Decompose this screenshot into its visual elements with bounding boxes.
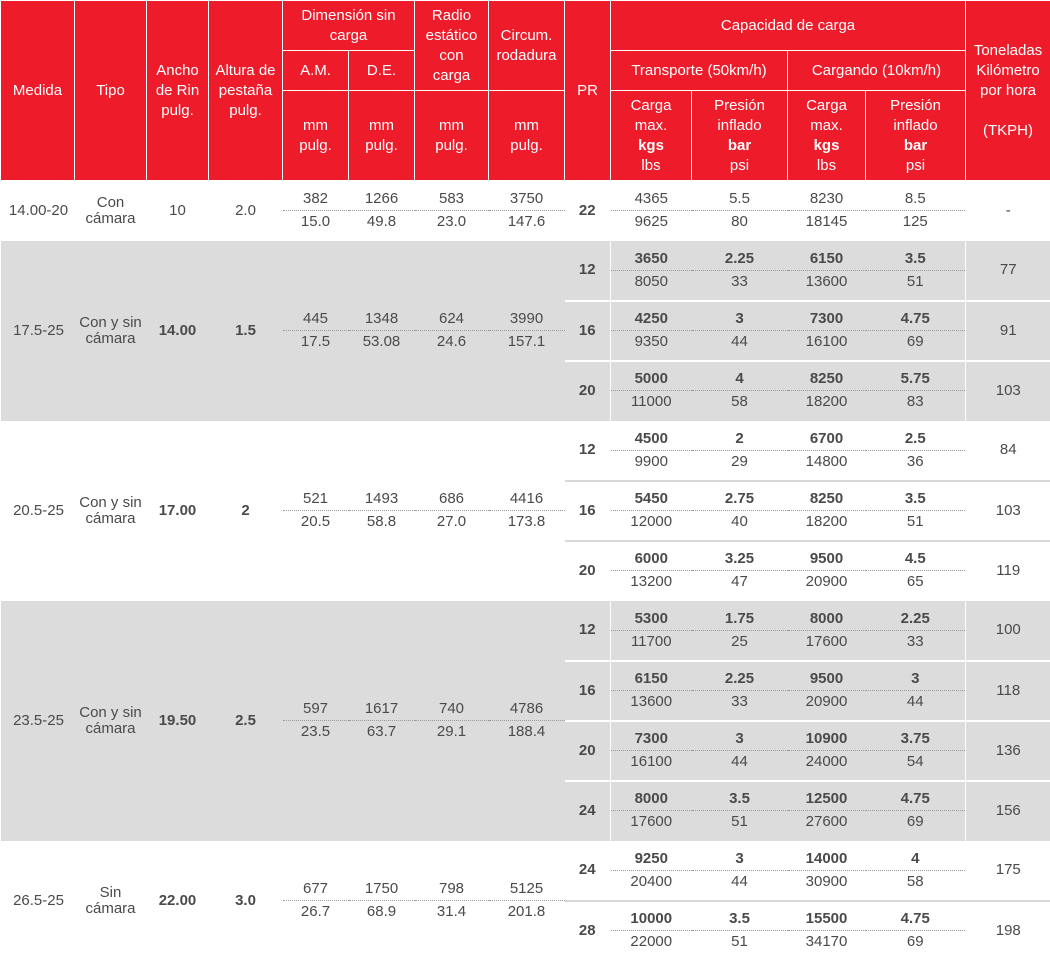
- cell-transporte-kgs: 4500: [611, 421, 692, 451]
- cell-transporte-kgs: 5000: [611, 361, 692, 391]
- cell-tkph: 77: [966, 241, 1050, 301]
- cell-transporte-bar: 3: [692, 301, 788, 331]
- cell-de-mm: 1348: [349, 301, 415, 331]
- cell-medida: 14.00-20: [1, 181, 75, 241]
- cell-radio-mm: 624: [415, 301, 489, 331]
- table-row: [1, 241, 1050, 271]
- cell-circ-in: 201.8: [489, 901, 565, 931]
- cell-transporte-kgs: 5300: [611, 601, 692, 631]
- cell-transporte-psi: 80: [692, 211, 788, 241]
- cell-radio-mm: 583: [415, 181, 489, 211]
- cell-tipo: Con cámara: [75, 181, 147, 241]
- cell-cargando-bar: 8.5: [866, 181, 966, 211]
- cell-transporte-kgs: 6150: [611, 661, 692, 691]
- header-de-units: mm pulg.: [349, 91, 415, 181]
- cell-cargando-lbs: 14800: [788, 451, 866, 481]
- cell-pr: 16: [565, 481, 611, 541]
- cell-tkph: 103: [966, 361, 1050, 421]
- header-radio-units: mm pulg.: [415, 91, 489, 181]
- cell-cargando-lbs: 27600: [788, 811, 866, 841]
- cell-ancho-rin: 22.00: [147, 841, 209, 961]
- cell-medida: 20.5-25: [1, 421, 75, 601]
- cell-transporte-bar: 2.25: [692, 241, 788, 271]
- cell-de-in: 53.08: [349, 331, 415, 361]
- cell-transporte-lbs: 22000: [611, 931, 692, 961]
- table-row: [1, 601, 1050, 631]
- cell-transporte-bar: 4: [692, 361, 788, 391]
- cell-cargando-psi: 58: [866, 871, 966, 901]
- cell-transporte-psi: 47: [692, 571, 788, 601]
- cell-cargando-kgs: 8250: [788, 361, 866, 391]
- cell-transporte-psi: 29: [692, 451, 788, 481]
- header-capacidad-carga: Capacidad de carga: [611, 1, 966, 51]
- cell-pr: 20: [565, 721, 611, 781]
- cell-de-mm: 1266: [349, 181, 415, 211]
- cell-transporte-kgs: 5450: [611, 481, 692, 511]
- cell-cargando-kgs: 8000: [788, 601, 866, 631]
- cell-tipo: Sin cámara: [75, 841, 147, 961]
- cell-transporte-kgs: 10000: [611, 901, 692, 931]
- cell-cargando-lbs: 13600: [788, 271, 866, 301]
- cell-cargando-lbs: 18200: [788, 511, 866, 541]
- cell-tkph: 91: [966, 301, 1050, 361]
- cell-de-mm: 1617: [349, 691, 415, 721]
- cell-transporte-psi: 40: [692, 511, 788, 541]
- cell-am-in: 23.5: [283, 721, 349, 751]
- cell-cargando-kgs: 7300: [788, 301, 866, 331]
- cell-transporte-bar: 2.75: [692, 481, 788, 511]
- cell-cargando-psi: 69: [866, 331, 966, 361]
- cell-transporte-bar: 3: [692, 841, 788, 871]
- cell-cargando-psi: 65: [866, 571, 966, 601]
- cell-tkph: 118: [966, 661, 1050, 721]
- cell-ancho-rin: 10: [147, 181, 209, 241]
- cell-pr: 12: [565, 421, 611, 481]
- cell-cargando-bar: 4: [866, 841, 966, 871]
- header-radio-estatico: Radio estático con carga: [415, 1, 489, 91]
- cell-radio-mm: 740: [415, 691, 489, 721]
- cell-cargando-bar: 2.25: [866, 601, 966, 631]
- cell-tkph: 119: [966, 541, 1050, 601]
- cell-am-in: 26.7: [283, 901, 349, 931]
- cell-cargando-bar: 4.75: [866, 301, 966, 331]
- cell-transporte-bar: 3.25: [692, 541, 788, 571]
- cell-transporte-lbs: 9900: [611, 451, 692, 481]
- cell-tkph: 156: [966, 781, 1050, 841]
- cell-am-mm: 597: [283, 691, 349, 721]
- header-transporte-presion: Presión inflado bar psi: [692, 91, 788, 181]
- cell-transporte-kgs: 9250: [611, 841, 692, 871]
- cell-radio-in: 23.0: [415, 211, 489, 241]
- cell-transporte-psi: 51: [692, 931, 788, 961]
- cell-cargando-kgs: 10900: [788, 721, 866, 751]
- cell-altura-pestana: 2: [209, 421, 283, 601]
- cell-cargando-psi: 33: [866, 631, 966, 661]
- header-am-units: mm pulg.: [283, 91, 349, 181]
- cell-de-in: 49.8: [349, 211, 415, 241]
- cell-transporte-bar: 3.5: [692, 901, 788, 931]
- cell-cargando-kgs: 14000: [788, 841, 866, 871]
- cell-am-in: 15.0: [283, 211, 349, 241]
- cell-cargando-psi: 54: [866, 751, 966, 781]
- cell-tkph: 136: [966, 721, 1050, 781]
- cell-cargando-lbs: 30900: [788, 871, 866, 901]
- cell-cargando-bar: 4.75: [866, 901, 966, 931]
- cell-transporte-lbs: 8050: [611, 271, 692, 301]
- cell-transporte-kgs: 6000: [611, 541, 692, 571]
- header-am: A.M.: [283, 51, 349, 91]
- cell-de-in: 58.8: [349, 511, 415, 541]
- cell-cargando-kgs: 15500: [788, 901, 866, 931]
- cell-cargando-lbs: 20900: [788, 571, 866, 601]
- cell-transporte-lbs: 12000: [611, 511, 692, 541]
- cell-transporte-bar: 2.25: [692, 661, 788, 691]
- cell-pr: 16: [565, 301, 611, 361]
- header-tkph: Toneladas Kilómetro por hora (TKPH): [966, 1, 1050, 181]
- cell-pr: 24: [565, 841, 611, 901]
- table-row: [1, 421, 1050, 451]
- cell-transporte-psi: 33: [692, 271, 788, 301]
- cell-transporte-lbs: 13600: [611, 691, 692, 721]
- cell-ancho-rin: 17.00: [147, 421, 209, 601]
- cell-transporte-kgs: 7300: [611, 721, 692, 751]
- header-transporte: Transporte (50km/h): [611, 51, 788, 91]
- cell-cargando-lbs: 24000: [788, 751, 866, 781]
- cell-radio-in: 24.6: [415, 331, 489, 361]
- cell-cargando-kgs: 8230: [788, 181, 866, 211]
- cell-transporte-bar: 1.75: [692, 601, 788, 631]
- cell-cargando-psi: 51: [866, 511, 966, 541]
- table-body: [1, 181, 1050, 961]
- cell-tkph: 175: [966, 841, 1050, 901]
- cell-altura-pestana: 2.0: [209, 181, 283, 241]
- cell-de-mm: 1493: [349, 481, 415, 511]
- cell-cargando-psi: 44: [866, 691, 966, 721]
- cell-cargando-bar: 3: [866, 661, 966, 691]
- cell-cargando-kgs: 9500: [788, 661, 866, 691]
- cell-transporte-psi: 58: [692, 391, 788, 421]
- cell-tipo: Con y sin cámara: [75, 421, 147, 601]
- cell-tkph: -: [966, 181, 1050, 241]
- header-ancho-rin: Ancho de Rin pulg.: [147, 1, 209, 181]
- cell-de-in: 63.7: [349, 721, 415, 751]
- cell-radio-in: 29.1: [415, 721, 489, 751]
- header-circum-rodadura: Circum. rodadura: [489, 1, 565, 91]
- cell-transporte-lbs: 17600: [611, 811, 692, 841]
- cell-circ-mm: 3750: [489, 181, 565, 211]
- cell-transporte-kgs: 8000: [611, 781, 692, 811]
- cell-radio-in: 27.0: [415, 511, 489, 541]
- cell-am-in: 17.5: [283, 331, 349, 361]
- header-cargando-presion: Presión inflado bar psi: [866, 91, 966, 181]
- header-medida: Medida: [1, 1, 75, 181]
- table-row: [1, 181, 1050, 211]
- cell-cargando-lbs: 18145: [788, 211, 866, 241]
- cell-transporte-lbs: 16100: [611, 751, 692, 781]
- cell-cargando-psi: 83: [866, 391, 966, 421]
- cell-transporte-bar: 3: [692, 721, 788, 751]
- table-header: [1, 1, 1050, 181]
- cell-transporte-psi: 44: [692, 871, 788, 901]
- cell-medida: 26.5-25: [1, 841, 75, 961]
- cell-radio-in: 31.4: [415, 901, 489, 931]
- cell-cargando-bar: 2.5: [866, 421, 966, 451]
- cell-altura-pestana: 1.5: [209, 241, 283, 421]
- cell-transporte-bar: 5.5: [692, 181, 788, 211]
- cell-cargando-kgs: 6700: [788, 421, 866, 451]
- cell-altura-pestana: 2.5: [209, 601, 283, 841]
- cell-pr: 24: [565, 781, 611, 841]
- cell-cargando-psi: 69: [866, 931, 966, 961]
- cell-cargando-lbs: 20900: [788, 691, 866, 721]
- cell-cargando-psi: 36: [866, 451, 966, 481]
- cell-de-mm: 1750: [349, 871, 415, 901]
- cell-cargando-lbs: 34170: [788, 931, 866, 961]
- cell-tipo: Con y sin cámara: [75, 241, 147, 421]
- cell-circ-mm: 4416: [489, 481, 565, 511]
- cell-transporte-psi: 25: [692, 631, 788, 661]
- cell-transporte-lbs: 13200: [611, 571, 692, 601]
- cell-cargando-kgs: 9500: [788, 541, 866, 571]
- cell-transporte-kgs: 4365: [611, 181, 692, 211]
- cell-pr: 28: [565, 901, 611, 961]
- cell-medida: 17.5-25: [1, 241, 75, 421]
- cell-pr: 20: [565, 361, 611, 421]
- cell-ancho-rin: 14.00: [147, 241, 209, 421]
- cell-ancho-rin: 19.50: [147, 601, 209, 841]
- cell-transporte-psi: 44: [692, 751, 788, 781]
- cell-transporte-lbs: 20400: [611, 871, 692, 901]
- cell-tkph: 103: [966, 481, 1050, 541]
- header-dimension-sin-carga: Dimensión sin carga: [283, 1, 415, 51]
- header-circ-units: mm pulg.: [489, 91, 565, 181]
- cell-pr: 20: [565, 541, 611, 601]
- cell-cargando-bar: 3.5: [866, 241, 966, 271]
- cell-radio-mm: 798: [415, 871, 489, 901]
- cell-cargando-bar: 4.5: [866, 541, 966, 571]
- cell-tipo: Con y sin cámara: [75, 601, 147, 841]
- cell-am-mm: 521: [283, 481, 349, 511]
- cell-cargando-psi: 125: [866, 211, 966, 241]
- header-pr: PR: [565, 1, 611, 181]
- cell-cargando-bar: 3.75: [866, 721, 966, 751]
- cell-cargando-lbs: 16100: [788, 331, 866, 361]
- cell-transporte-bar: 2: [692, 421, 788, 451]
- cell-cargando-lbs: 17600: [788, 631, 866, 661]
- cell-am-mm: 677: [283, 871, 349, 901]
- cell-cargando-kgs: 12500: [788, 781, 866, 811]
- cell-medida: 23.5-25: [1, 601, 75, 841]
- cell-cargando-kgs: 6150: [788, 241, 866, 271]
- header-cargando-carga: Carga max. kgs lbs: [788, 91, 866, 181]
- cell-transporte-lbs: 11700: [611, 631, 692, 661]
- cell-am-in: 20.5: [283, 511, 349, 541]
- cell-transporte-lbs: 11000: [611, 391, 692, 421]
- header-de: D.E.: [349, 51, 415, 91]
- cell-circ-in: 188.4: [489, 721, 565, 751]
- cell-cargando-kgs: 8250: [788, 481, 866, 511]
- cell-circ-mm: 3990: [489, 301, 565, 331]
- cell-pr: 12: [565, 241, 611, 301]
- cell-cargando-lbs: 18200: [788, 391, 866, 421]
- cell-pr: 22: [565, 181, 611, 241]
- table-row: [1, 841, 1050, 871]
- cell-cargando-bar: 4.75: [866, 781, 966, 811]
- cell-tkph: 198: [966, 901, 1050, 961]
- cell-transporte-kgs: 4250: [611, 301, 692, 331]
- cell-circ-mm: 5125: [489, 871, 565, 901]
- cell-cargando-bar: 5.75: [866, 361, 966, 391]
- cell-altura-pestana: 3.0: [209, 841, 283, 961]
- cell-transporte-kgs: 3650: [611, 241, 692, 271]
- cell-de-in: 68.9: [349, 901, 415, 931]
- cell-transporte-psi: 44: [692, 331, 788, 361]
- cell-am-mm: 445: [283, 301, 349, 331]
- cell-pr: 16: [565, 661, 611, 721]
- cell-transporte-bar: 3.5: [692, 781, 788, 811]
- cell-radio-mm: 686: [415, 481, 489, 511]
- cell-cargando-bar: 3.5: [866, 481, 966, 511]
- header-transporte-carga: Carga max. kgs lbs: [611, 91, 692, 181]
- cell-circ-in: 173.8: [489, 511, 565, 541]
- cell-transporte-psi: 51: [692, 811, 788, 841]
- cell-pr: 12: [565, 601, 611, 661]
- header-tipo: Tipo: [75, 1, 147, 181]
- cell-circ-in: 147.6: [489, 211, 565, 241]
- header-cargando: Cargando (10km/h): [788, 51, 966, 91]
- cell-tkph: 100: [966, 601, 1050, 661]
- cell-cargando-psi: 51: [866, 271, 966, 301]
- cell-transporte-lbs: 9350: [611, 331, 692, 361]
- cell-cargando-psi: 69: [866, 811, 966, 841]
- cell-circ-in: 157.1: [489, 331, 565, 361]
- cell-circ-mm: 4786: [489, 691, 565, 721]
- cell-am-mm: 382: [283, 181, 349, 211]
- header-altura-pestana: Altura de pestaña pulg.: [209, 1, 283, 181]
- cell-transporte-psi: 33: [692, 691, 788, 721]
- cell-transporte-lbs: 9625: [611, 211, 692, 241]
- cell-tkph: 84: [966, 421, 1050, 481]
